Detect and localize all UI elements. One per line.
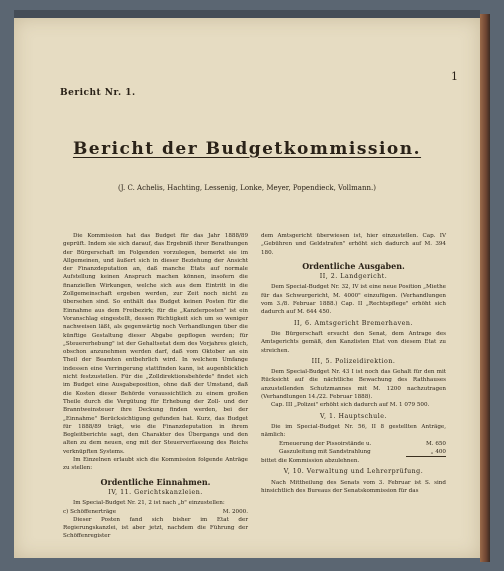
amount-label: Erneuerung der Pissoirstände u.	[279, 440, 372, 447]
right-column	[261, 232, 446, 495]
left-column	[63, 232, 248, 541]
paragraph: Dem Special-Budget Nr. 32, IV ist eine neue Position „Miethe für das Schwurgericht, M. 4000" einzufügen. (Verhandlungen vom 3./8. Februar 1888.) Cap. II „Rechtspflege" erhöht sich dadurch auf M. 644 450.	[261, 284, 446, 316]
item-value: M. 2000.	[222, 508, 248, 515]
item-row	[63, 508, 248, 516]
scan-top-band	[14, 10, 480, 18]
closing-paragraph: Im Einzelnen erlaubt sich die Kommission folgende Anträge zu stellen:	[63, 457, 248, 472]
page-title: Bericht der Budgetkommission.	[72, 139, 422, 159]
committee-members: (J. C. Achelis, Hachting, Lessenig, Lonke, Meyer, Popendieck, Vollmann.)	[118, 184, 376, 192]
subsection-heading: II, 2. Landgericht.	[319, 273, 388, 281]
paragraph: Dem Special-Budget Nr. 43 I ist noch das Gehalt für den mit Rücksicht auf die nächtliche Bewachung des Rathhauses anzustellenden Schutzmannes mit M. 1200 nachzutragen (Verhandlungen 14./22. Februar 1888).	[261, 369, 446, 401]
subsection-heading: V, 10. Verwaltung und Lehrerprüfung.	[283, 468, 424, 476]
trailing-paragraph: Dieser Posten fand sich bisher im Etat der Regierungskanzlei, ist aber jetzt, nachdem die Führung der Schöffenregister	[63, 516, 248, 540]
item-line: Im Special-Budget Nr. 21, 2 ist nach „b" einzustellen:	[73, 500, 225, 507]
subsection-heading: IV, 11. Gerichtskanzleien.	[108, 488, 203, 496]
section-heading-expenses: Ordentliche Ausgaben.	[302, 260, 405, 271]
amount-value: „ 400	[430, 448, 446, 455]
amount-row	[261, 440, 446, 448]
amount-row	[261, 448, 446, 456]
subsection-heading: III, 5. Polizeidirektion.	[311, 357, 396, 365]
section-heading-income: Ordentliche Einnahmen.	[100, 476, 211, 487]
item-label: c) Schöffenerträge	[63, 508, 117, 515]
paragraph: Nach Mittheilung des Senats vom 3. Februar ist S. sind hinsichtlich des Bureaus der Senatskommission für das	[261, 479, 446, 495]
amount-value: M. 650	[426, 440, 446, 447]
paragraph: bittet die Kommission abzulehnen.	[261, 458, 360, 465]
paragraph: Die Bürgerschaft ersucht den Senat, dem Antrage des Amtsgerichts gemäß, den Kanzlisten Etat von diesem Etat zu streichen.	[261, 330, 446, 354]
paragraph: Die im Special-Budget Nr. 56, II 8 gestellten Anträge, nämlich:	[261, 423, 446, 439]
subsection-heading: V, 1. Hauptschule.	[320, 412, 387, 420]
running-head: Bericht Nr. 1.	[60, 88, 136, 98]
intro-paragraph: Die Kommission hat das Budget für das Jahr 1888/89 geprüft. Indem sie sich darauf, das Ergebniß ihrer Berathungen der Bürgerschaft im Folgenden vorzulegen, bemerkt sie im Allgemeinen, und äußert sich in dieser Beziehung der Ansicht der Finanzdeputation an, daß manche Etats auf normale Aufstellung keinen Anspruch machen können, insofern die finanziellen Wirkungen, welche sich aus dem Eintritt in die Zollgemeinschaft ergeben werden, zur Zeit noch nicht zu übersehen sind. So enthält das Budget keinen Posten für die Einnahme aus dem Freibezirk; für die „Kanzlerposten" ist ein Voranschlag eingestellt, dessen Richtigkeit sich um so weniger nachweisen läßt, als gegenwärtig noch Verhandlungen über die künftige Gestaltung dieser Abgabe gepflogen werden; für „Steuererhebung" ist der Gehaltsetat dem des Vorjahres gleich, obschon anzunehmen werden darf, daß vom Oktober an ein Theil der Beamten entbehrlich wird. In welchem Umfange indessen eine Verringerung stattfinden kann, ist augenblicklich nicht festzustellen. Für die „Zolldirektionsbehörde" findet sich im Budget eine Ausgabeposition, ohne daß der Umstand, daß die Kosten dieser Behörde voraussichtlich zu einem großen Theile durch die Vergütung für Erhebung der Zoll- und der Branntweinsteuer ihre Deckung finden werden, bei der „Einnahme" Berücksichtigung gefunden hat. Kurz, das Budget für 1888/89 trägt, wie die Finanzdeputation in ihrem Begleitberichte sagt, den Charakter des Übergangs und den alten zu dem neuen, eng mit der Steuerverfassung des Reichs verknüpften Systems.	[63, 233, 248, 455]
book-spine-edge	[480, 14, 490, 562]
document-page	[14, 18, 480, 558]
paragraph: Cap. III „Polizei" erhöht sich dadurch auf M. 1 079 500.	[271, 402, 430, 409]
carry-paragraph: dem Amtsgericht überwiesen ist, hier einzustellen. Cap. IV „Gebühren und Geldstrafen" erhöht sich dadurch auf M. 394 180.	[261, 233, 446, 256]
page-number: 1	[451, 70, 458, 83]
amount-label: Gaszuleitung mit Sandstrahlung	[279, 448, 371, 455]
subsection-heading: II, 6. Amtsgericht Bremerhaven.	[294, 319, 413, 327]
